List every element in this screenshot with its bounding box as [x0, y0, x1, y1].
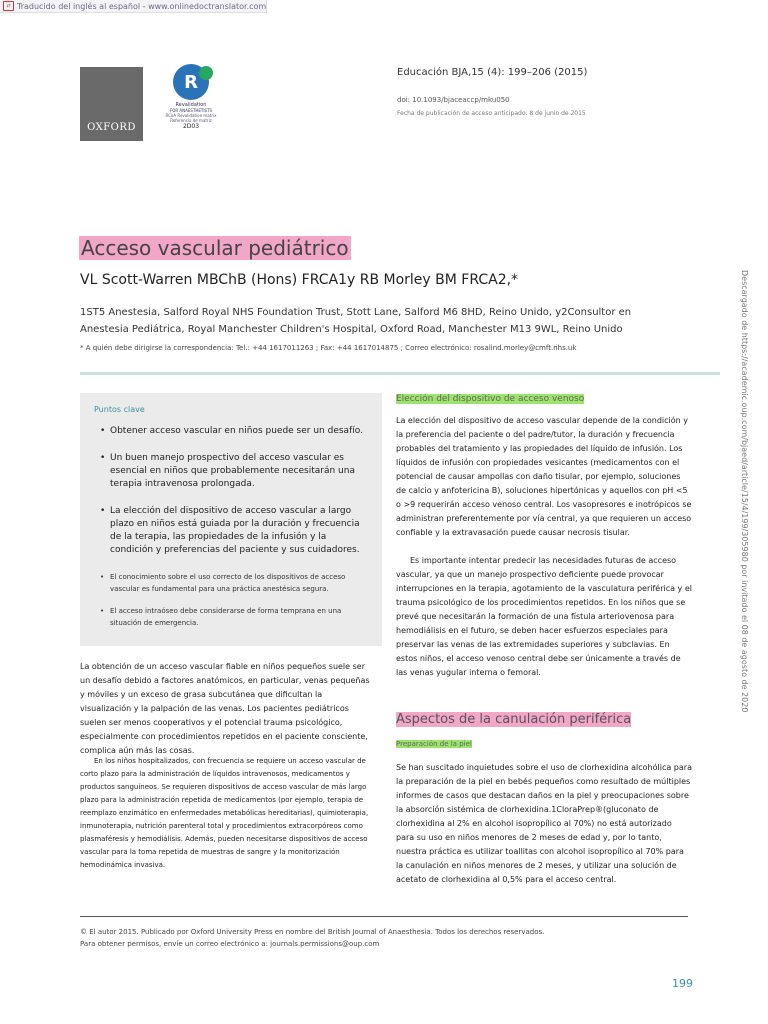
revalidation-logo — [160, 64, 222, 144]
body-paragraph: La elección del dispositivo de acceso vascular depende de la condición y la preferencia del paciente o del padre/tutor, la duración y frecuencia probables del tratamiento y las propiedades del líquido de infusión. Los líquidos de infusión con propiedades vesicantes (medicamentos con el potencial de causar ampollas con daño tisular, por ejemplo, soluciones de calcio y anfotericina B), soluciones hipertónicas y aquellos con pH <5 o >9 requerirán acceso venoso central. Los vasopresores e inotrópicos se administran preferentemente por vía central, ya que requieren un acceso confiable y la extravasación puede causar necrosis tisular. — [396, 416, 692, 537]
intro-paragraph: La obtención de un acceso vascular fiable en niños pequeños suele ser un desafío debido a factores anatómicos, en particular, venas pequeñas y móviles y un exceso de grasa subcutánea que dificultan la visualización y la palpación de las venas. Los pacientes pediátricos suelen ser menos cooperativos y el potencial trauma psicológico, especialmente con procedimientos repetidos en el paciente consciente, complica aún más las cosas. — [80, 662, 370, 755]
key-point: • El conocimiento sobre el uso correcto de los dispositivos de acceso vascular es fundamental para una práctica anestésica segura. — [100, 571, 368, 595]
section-heading: Elección del dispositivo de acceso venoso — [396, 394, 585, 404]
key-point: • La elección del dispositivo de acceso vascular a largo plazo en niños está guiada por la duración y frecuencia de la terapia, las propiedades de la infusión y la condición y preferencias del paciente y sus cuidadores. — [100, 505, 368, 557]
left-column — [80, 660, 375, 758]
footer-divider — [80, 916, 688, 917]
page-number: 199 — [672, 977, 693, 990]
header-divider — [80, 372, 720, 375]
logo-line3: RCoA Revalidation matrix — [165, 113, 217, 118]
left-column-continued — [80, 755, 375, 872]
article-title: Acceso vascular pediátrico — [81, 236, 349, 260]
correspondence: * A quién debe dirigirse la correspondencia: Tel.: +44 1617011263 ; Fax: +44 1617014875 ; Correo electrónico: rosalind.morley@cmft.nhs.uk — [80, 344, 577, 352]
logo-line4: Referencia de matriz — [170, 118, 212, 123]
translator-banner[interactable] — [0, 0, 267, 13]
download-sidebar — [737, 270, 749, 713]
doi-link[interactable]: doi: 10.1093/bjaceaccp/mku050 — [397, 96, 510, 104]
key-point: • Obtener acceso vascular en niños puede ser un desafío. — [100, 425, 368, 438]
logo-code: 2D03 — [182, 123, 200, 130]
copyright-notice: © El autor 2015. Publicado por Oxford University Press en nombre del British Journal of Anaesthesia. Todos los derechos reservados. Para obtener permisos, envíe un correo electrónico a: journals.permissions@oup.com — [80, 928, 545, 948]
body-paragraph: Se han suscitado inquietudes sobre el uso de clorhexidina alcohólica para la preparación de la piel en bebés pequeños como resultado de múltiples informes de casos que destacan daños en la piel y preocupaciones sobre la absorción sistémica de clorhexidina.1ClorаPrep®(gluconato de clorhexidina al 2% en alcohol isopropílico al 70%) no está autorizado para su uso en niños menores de 2 meses de edad y, por lo tanto, nuestra práctica es utilizar toallitas con alcohol isopropílico al 70% para la canulación en niños menores de 2 meses, y utilizar una solución de acetato de clorhexidina al 0,5% para el acceso central. — [396, 763, 692, 884]
download-notice: Descargado de https://academic.oup.com/bjaed/article/15/4/199/305980 por invitado el 08 de agosto de 2020 — [740, 270, 749, 713]
translator-link[interactable]: Traducido del inglés al español - www.onlinedoctranslator.com — [17, 1, 267, 11]
key-point: • El acceso intraóseo debe considerarse de forma temprana en una situación de emergencia. — [100, 605, 368, 629]
right-column-lower — [396, 737, 692, 887]
body-paragraph: En los niños hospitalizados, con frecuencia se requiere un acceso vascular de corto plazo para la administración de líquidos intravenosos, medicamentos y productos sanguíneos. Se requieren dispositivos de acceso vascular de más largo plazo para la administración repetida de medicamentos (por ejemplo, terapia de reemplazo enzimático en enfermedades metabólicas hereditarias), quimioterapia, inmunoterapia, nutrición parenteral total y procedimientos extracorpóreos como plasmaféresis y hemodiálisis. Además, pueden necesitarse dispositivos de acceso vascular para la toma repetida de muestras de sangre y la monitorización hemodinámica invasiva. — [80, 757, 369, 869]
publisher-name: OXFORD — [87, 122, 136, 133]
oxford-logo — [80, 67, 143, 141]
translate-icon: ⇄ — [3, 1, 14, 11]
right-column — [396, 392, 692, 680]
revalidation-icon: R — [173, 64, 209, 100]
publication-date: Fecha de publicación de acceso anticipado: 8 de junio de 2015 — [397, 110, 586, 117]
logo-line1: Revalidation — [175, 102, 207, 108]
key-points-title: Puntos clave — [94, 405, 145, 414]
body-paragraph: Es importante intentar predecir las necesidades futuras de acceso vascular, ya que un manejo prospectivo deficiente puede provocar interrupciones en la terapia, agotamiento de la vasculatura periférica y el trauma psicológico de los procedimientos repetidos. En los niños que se prevé que necesitarán la formación de una fístula arteriovenosa para hemodiálisis en el futuro, se deben hacer esfuerzos especiales para preservar las venas de las extremidades superiores y subclavias. En estos niños, el acceso venoso central debe ser únicamente a través de las venas yugular interna o femoral. — [396, 556, 692, 677]
journal-citation: Educación BJA,15 (4): 199–206 (2015) — [397, 67, 588, 78]
section-heading-2: Aspectos de la canulación periférica — [396, 712, 632, 727]
key-points-list — [100, 425, 368, 639]
article-authors: VL Scott-Warren MBChB (Hons) FRCA1y RB Morley BM FRCA2,* — [80, 272, 519, 288]
author-affiliations: 1ST5 Anestesia, Salford Royal NHS Foundation Trust, Stott Lane, Salford M6 8HD, Reino Unido, y2Consultor en Anestesia Pediátrica, Royal Manchester Children's Hospital, Oxford Road, Manchester M13 9WL, Reino Unido — [80, 307, 632, 335]
key-point: • Un buen manejo prospectivo del acceso vascular es esencial en niños que probablemente necesitarán una terapia intravenosa prolongada. — [100, 452, 368, 491]
logo-line2: FOR ANAESTHETISTS — [169, 108, 213, 113]
subsection-heading: Preparación de la piel — [396, 740, 472, 748]
key-points-box — [80, 393, 382, 646]
